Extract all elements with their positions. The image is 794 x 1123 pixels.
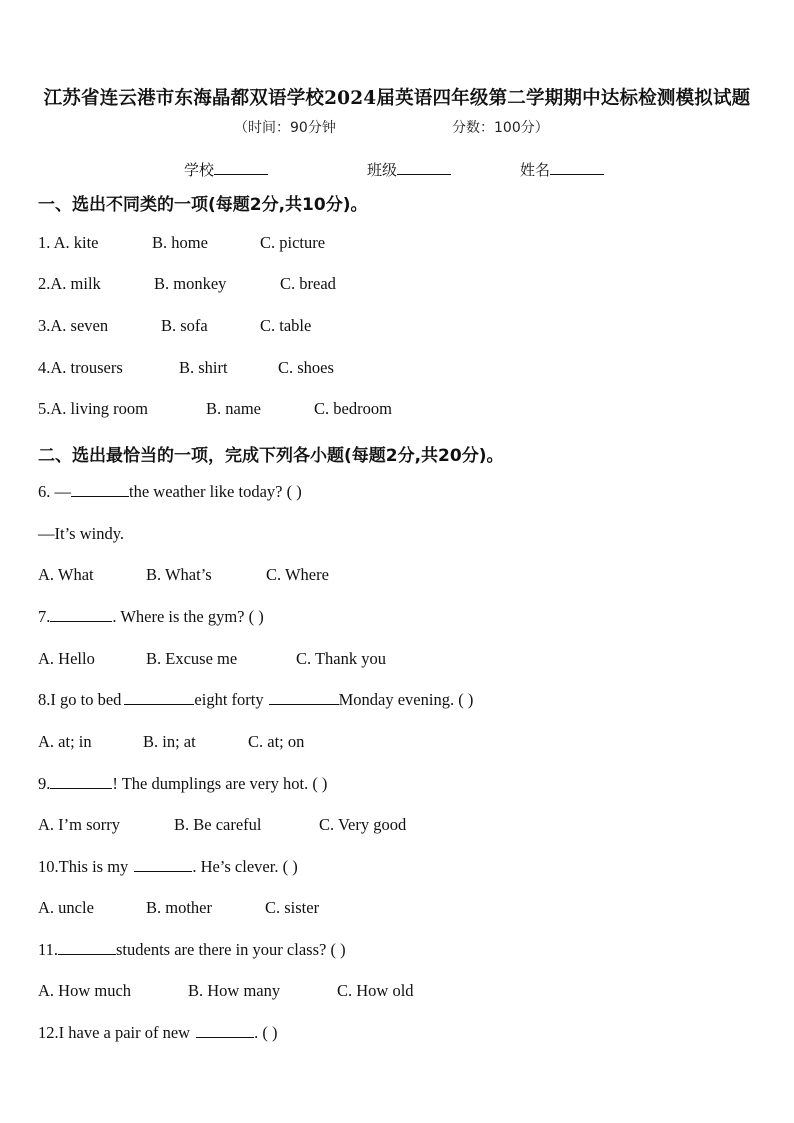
q4-option-c: C. shoes	[278, 358, 334, 377]
q10-option-c: C. sister	[265, 898, 320, 917]
school-field	[184, 159, 268, 180]
name-field	[520, 159, 604, 180]
q8-option-b: B. in; at	[143, 732, 196, 751]
q10-blank	[134, 857, 192, 872]
class-field	[367, 159, 451, 180]
q9-pre: 9.	[38, 774, 51, 793]
exam-time: （时间：90分钟	[234, 120, 336, 136]
q11-post: students are there in your class? ( )	[116, 940, 346, 959]
q8-option-c: C. at; on	[248, 732, 305, 751]
q12-post: . ( )	[254, 1023, 278, 1042]
q6-option-b: B. What’s	[146, 565, 212, 584]
q6-option-c: C. Where	[266, 565, 329, 584]
q10-option-b: B. mother	[146, 898, 212, 917]
q1-option-a: 1. A. kite	[38, 233, 99, 252]
q6-stem	[38, 482, 302, 502]
exam-score: 分数：100分）	[452, 120, 549, 136]
q2-option-b: B. monkey	[154, 274, 227, 293]
q9-blank	[50, 774, 112, 789]
q8-blank-2	[269, 690, 339, 705]
q11-option-c: C. How old	[337, 981, 414, 1000]
q1-option-c: C. picture	[260, 233, 326, 252]
exam-title: 江苏省连云港市东海晶都双语学校2024届英语四年级第二学期期中达标检测模拟试题	[43, 88, 751, 109]
q11-stem	[38, 940, 346, 960]
q8-option-a: A. at; in	[38, 732, 92, 751]
section-1-heading: 一、选出不同类的一项(每题2分,共10分)。	[38, 195, 368, 215]
q7-pre: 7.	[38, 607, 51, 626]
q6-pre: 6. —	[38, 482, 71, 501]
q3-option-c: C. table	[260, 316, 312, 335]
q11-blank	[58, 940, 116, 955]
q8-mid: eight forty	[194, 690, 264, 709]
q4-option-b: B. shirt	[179, 358, 228, 377]
q9-option-c: C. Very good	[319, 815, 407, 834]
q9-post: ! The dumplings are very hot. ( )	[112, 774, 328, 793]
q8-pre: 8.I go to bed	[38, 690, 122, 709]
q10-pre: 10.This is my	[38, 857, 129, 876]
q8-post: Monday evening. ( )	[338, 690, 474, 709]
name-blank	[550, 161, 604, 175]
q6-post: the weather like today? ( )	[129, 482, 302, 501]
q10-stem	[38, 857, 298, 877]
name-label: 姓名	[520, 161, 551, 179]
q6-option-a: A. What	[38, 565, 94, 584]
q9-stem	[38, 774, 327, 794]
q5-option-b: B. name	[206, 399, 261, 418]
q11-pre: 11.	[38, 940, 59, 959]
q10-post: . He’s clever. ( )	[192, 857, 298, 876]
q6-blank	[71, 482, 129, 497]
q2-option-a: 2.A. milk	[38, 274, 101, 293]
q6-reply: —It’s windy.	[38, 524, 125, 543]
q7-option-b: B. Excuse me	[146, 649, 238, 668]
class-label: 班级	[367, 161, 398, 179]
q7-blank	[50, 607, 112, 622]
q12-blank	[196, 1023, 254, 1038]
q11-option-b: B. How many	[188, 981, 281, 1000]
q7-option-a: A. Hello	[38, 649, 95, 668]
q10-option-a: A. uncle	[38, 898, 94, 917]
section-2-heading: 二、选出最恰当的一项，完成下列各小题(每题2分,共20分)。	[38, 446, 504, 466]
q9-option-a: A. I’m sorry	[38, 815, 121, 834]
q5-option-a: 5.A. living room	[38, 399, 148, 418]
q8-stem	[38, 690, 473, 710]
q2-option-c: C. bread	[280, 274, 336, 293]
class-blank	[397, 161, 451, 175]
q9-option-b: B. Be careful	[174, 815, 262, 834]
q12-pre: 12.I have a pair of new	[38, 1023, 191, 1042]
q7-option-c: C. Thank you	[296, 649, 386, 668]
q3-option-a: 3.A. seven	[38, 316, 109, 335]
school-blank	[214, 161, 268, 175]
q4-option-a: 4.A. trousers	[38, 358, 123, 377]
q5-option-c: C. bedroom	[314, 399, 392, 418]
q1-option-b: B. home	[152, 233, 208, 252]
q7-post: . Where is the gym? ( )	[112, 607, 264, 626]
q12-stem	[38, 1023, 277, 1043]
q7-stem	[38, 607, 264, 627]
q11-option-a: A. How much	[38, 981, 132, 1000]
school-label: 学校	[184, 161, 215, 179]
q8-blank-1	[124, 690, 194, 705]
q3-option-b: B. sofa	[161, 316, 208, 335]
